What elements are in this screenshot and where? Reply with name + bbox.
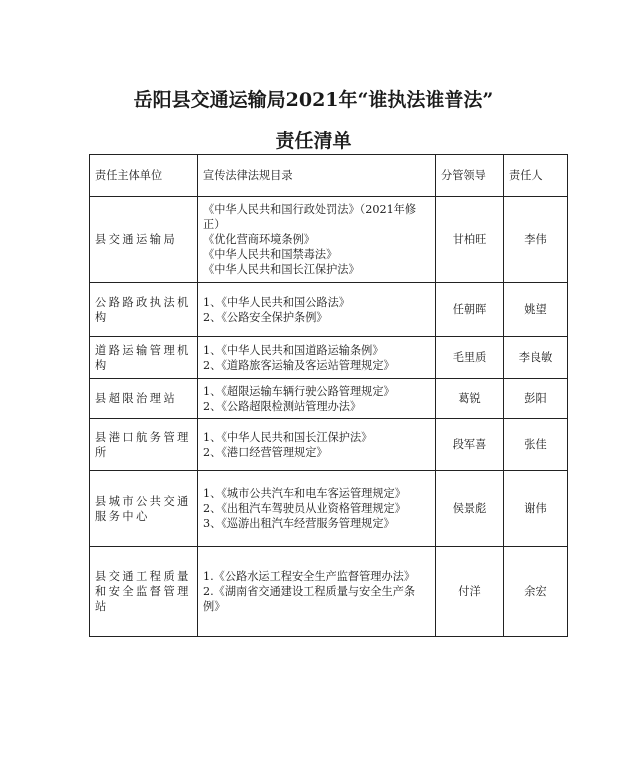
unit-cell: 县交通工程质量和安全监督管理站 bbox=[90, 547, 198, 637]
law-item: 1、《中华人民共和国道路运输条例》 bbox=[203, 343, 384, 357]
responsibility-table bbox=[89, 154, 568, 637]
laws-cell bbox=[198, 337, 436, 379]
header-responsible: 责任人 bbox=[504, 155, 568, 197]
unit-cell: 公路路政执法机构 bbox=[90, 283, 198, 337]
responsible-cell: 谢伟 bbox=[504, 471, 568, 547]
table-row bbox=[90, 283, 568, 337]
law-item: 1、《中华人民共和国公路法》 bbox=[203, 295, 350, 309]
table-row bbox=[90, 379, 568, 419]
leader-cell: 甘柏旺 bbox=[436, 197, 504, 283]
responsible-cell: 李良敏 bbox=[504, 337, 568, 379]
law-item: 《优化营商环境条例》 bbox=[203, 233, 315, 246]
laws-cell bbox=[198, 283, 436, 337]
responsible-cell: 李伟 bbox=[504, 197, 568, 283]
table-row bbox=[90, 419, 568, 471]
leader-cell: 葛锐 bbox=[436, 379, 504, 419]
law-item: 《中华人民共和国行政处罚法》（2021年修正） bbox=[203, 203, 417, 231]
law-item: 1、《城市公共汽车和电车客运管理规定》 bbox=[203, 487, 406, 500]
laws-cell bbox=[198, 547, 436, 637]
responsible-cell: 余宏 bbox=[504, 547, 568, 637]
unit-cell: 县港口航务管理所 bbox=[90, 419, 198, 471]
law-item: 《中华人民共和国禁毒法》 bbox=[203, 248, 338, 261]
law-item: 2.《湖南省交通建设工程质量与安全生产条例》 bbox=[203, 585, 416, 613]
law-item: 1.《公路水运工程安全生产监督管理办法》 bbox=[203, 570, 416, 583]
unit-cell: 道路运输管理机构 bbox=[90, 337, 198, 379]
law-item: 《中华人民共和国长江保护法》 bbox=[203, 263, 360, 276]
header-unit: 责任主体单位 bbox=[90, 155, 198, 197]
document-subtitle: 责任清单 bbox=[275, 130, 352, 152]
leader-cell: 段军喜 bbox=[436, 419, 504, 471]
document-title: 岳阳县交通运输局2021年“谁执法谁普法” bbox=[133, 89, 494, 111]
table-header-row bbox=[90, 155, 568, 197]
table-row bbox=[90, 337, 568, 379]
responsible-cell: 姚望 bbox=[504, 283, 568, 337]
law-item: 2、《公路超限检测站管理办法》 bbox=[203, 399, 362, 413]
law-item: 3、《巡游出租汽车经营服务管理规定》 bbox=[203, 517, 395, 530]
responsible-cell: 张佳 bbox=[504, 419, 568, 471]
responsible-cell: 彭阳 bbox=[504, 379, 568, 419]
table-row bbox=[90, 197, 568, 283]
law-item: 1、《超限运输车辆行驶公路管理规定》 bbox=[203, 384, 395, 398]
laws-cell bbox=[198, 197, 436, 283]
header-laws: 宣传法律法规目录 bbox=[198, 155, 436, 197]
unit-cell: 县城市公共交通服务中心 bbox=[90, 471, 198, 547]
laws-cell bbox=[198, 471, 436, 547]
leader-cell: 任朝晖 bbox=[436, 283, 504, 337]
laws-cell bbox=[198, 419, 436, 471]
header-leader: 分管领导 bbox=[436, 155, 504, 197]
law-item: 2、《道路旅客运输及客运站管理规定》 bbox=[203, 358, 395, 372]
leader-cell: 毛里质 bbox=[436, 337, 504, 379]
law-item: 2、《港口经营管理规定》 bbox=[203, 445, 328, 459]
unit-cell: 县超限治理站 bbox=[90, 379, 198, 419]
laws-cell bbox=[198, 379, 436, 419]
leader-cell: 付洋 bbox=[436, 547, 504, 637]
law-item: 2、《公路安全保护条例》 bbox=[203, 310, 328, 324]
leader-cell: 侯景彪 bbox=[436, 471, 504, 547]
table-row bbox=[90, 471, 568, 547]
unit-cell: 县交通运输局 bbox=[90, 197, 198, 283]
law-item: 1、《中华人民共和国长江保护法》 bbox=[203, 430, 373, 444]
law-item: 2、《出租汽车驾驶员从业资格管理规定》 bbox=[203, 502, 406, 515]
table-row bbox=[90, 547, 568, 637]
